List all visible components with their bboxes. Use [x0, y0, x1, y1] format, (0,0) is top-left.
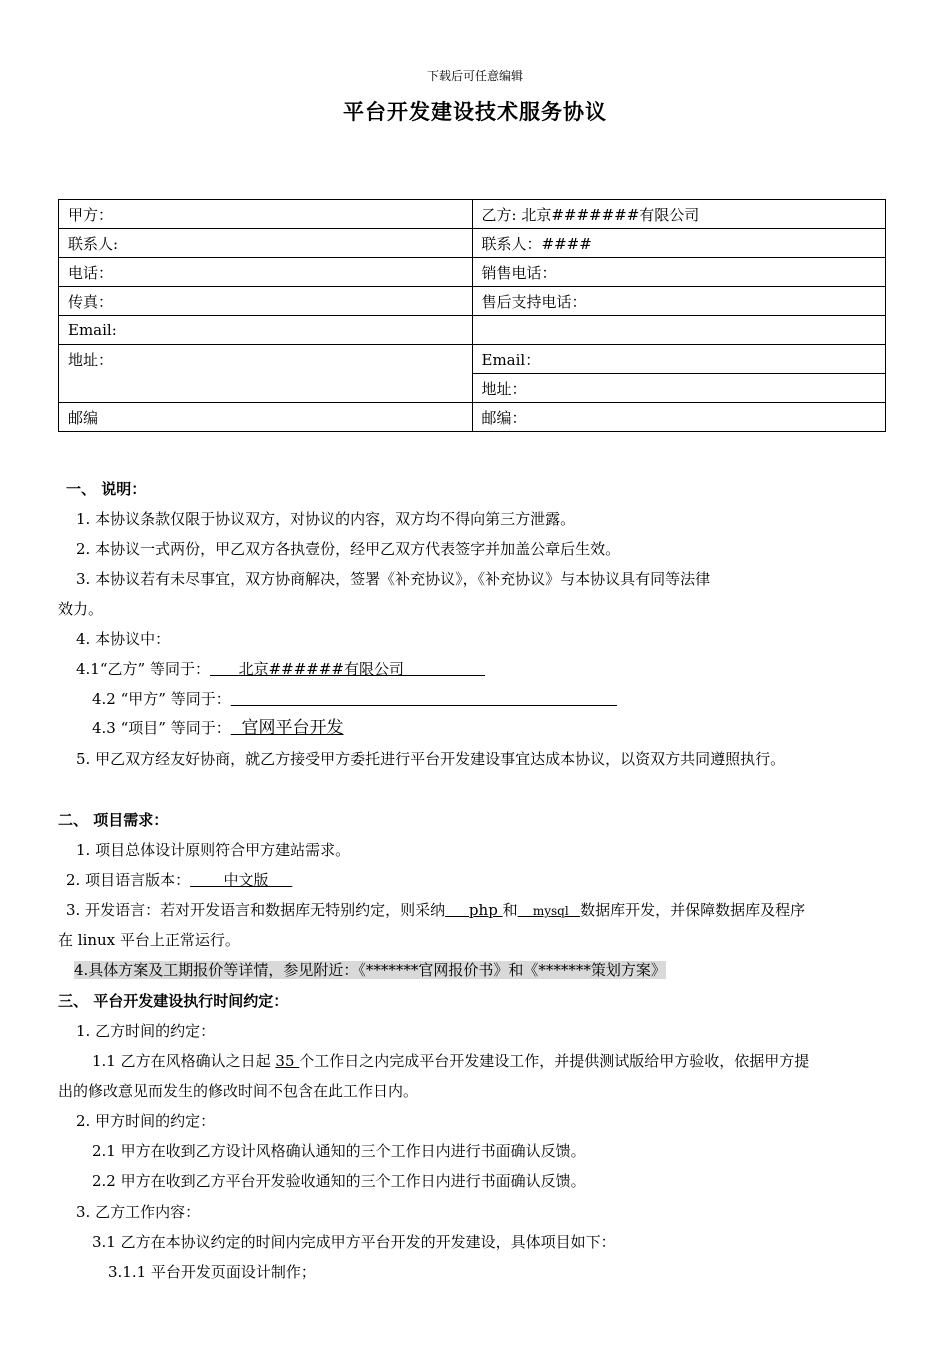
sec2-clause-1: 1. 项目总体设计原则符合甲方建站需求。: [76, 841, 351, 859]
highlighted-reference: 4.具体方案及工期报价等详情，参见附近：《*******官网报价书》和《*******策划方案》: [74, 961, 666, 979]
party-a-label: 甲方：: [59, 200, 473, 229]
clause-1-1-text: 1.1 乙方在风格确认之日起: [92, 1052, 276, 1070]
party-b-email: Email：: [472, 345, 886, 374]
sec3-clause-2: 2. 甲方时间的约定：: [76, 1112, 216, 1130]
sec3-clause-2-1: 2.1 甲方在收到乙方设计风格确认通知的三个工作日内进行书面确认反馈。: [92, 1142, 586, 1160]
party-b-address: 地址：: [472, 374, 886, 403]
party-a-equals-value: [231, 690, 617, 708]
section-1-heading: 一、 说明：: [66, 480, 147, 498]
clause-4-2-label: 4.2 “甲方” 等同于：: [92, 690, 231, 708]
sec1-clause-4-1: [76, 659, 485, 679]
sec1-clause-4-3: [92, 718, 344, 738]
sec2-clause-3-cont: 在 linux 平台上正常运行。: [58, 931, 240, 949]
table-row: [59, 287, 886, 316]
party-a-phone: 电话：: [59, 258, 473, 287]
language-version-label: 2. 项目语言版本：: [66, 871, 191, 889]
sec3-clause-2-2: 2.2 甲方在收到乙方平台开发验收通知的三个工作日内进行书面确认反馈。: [92, 1172, 586, 1190]
party-b-support-phone: 售后支持电话：: [472, 287, 886, 316]
party-a-email: Email:: [59, 316, 473, 345]
sec1-clause-2: 2. 本协议一式两份，甲乙双方各执壹份，经甲乙双方代表签字并加盖公章后生效。: [76, 540, 621, 558]
party-b-label: 乙方: 北京#######有限公司: [472, 200, 886, 229]
sec3-clause-1: 1. 乙方时间的约定：: [76, 1022, 216, 1040]
table-row: [59, 200, 886, 229]
sec1-clause-3: 3. 本协议若有未尽事宜，双方协商解决，签署《补充协议》，《补充协议》与本协议具有同等法律: [76, 570, 711, 588]
sec1-clause-1: 1. 本协议条款仅限于协议双方，对协议的内容，双方均不得向第三方泄露。: [76, 510, 576, 528]
sec2-clause-4: [74, 960, 666, 980]
sec3-clause-3-1-1: 3.1.1 平台开发页面设计制作；: [108, 1263, 316, 1281]
language-version-value: 中文版: [190, 871, 293, 889]
clause-4-1-label: 4.1“乙方” 等同于：: [76, 660, 210, 678]
table-row: [59, 258, 886, 287]
document-title: 平台开发建设技术服务协议: [343, 100, 607, 124]
table-row: [59, 345, 886, 374]
table-row: [59, 316, 886, 345]
sec3-clause-1-1-cont: 出的修改意见而发生的修改时间不包含在此工作日内。: [58, 1082, 419, 1100]
section-2-heading: 二、 项目需求：: [58, 811, 169, 829]
party-b-contact: 联系人：####: [472, 229, 886, 258]
sec3-clause-3-1: 3.1 乙方在本协议约定的时间内完成甲方平台开发的开发建设，具体项目如下：: [92, 1233, 616, 1251]
sec1-clause-3-cont: 效力。: [58, 600, 104, 618]
dev-language-php: php: [445, 901, 503, 919]
sec1-clause-5: 5. 甲乙双方经友好协商，就乙方接受甲方委托进行平台开发建设事宜达成本协议，以资双方共同遵照执行。: [76, 750, 786, 768]
sec3-clause-3: 3. 乙方工作内容：: [76, 1203, 201, 1221]
and-text: 和: [502, 901, 518, 919]
header-note: 下载后可任意编辑: [426, 69, 523, 83]
database-mysql: mysql: [517, 904, 581, 918]
party-a-address: 地址：: [59, 345, 473, 403]
party-a-fax: 传真：: [59, 287, 473, 316]
project-equals-value: 官网平台开发: [230, 718, 344, 738]
party-info-table: [58, 199, 886, 432]
table-row: [59, 229, 886, 258]
sec1-clause-4: 4. 本协议中：: [76, 630, 171, 648]
clause-1-1-text-end: 个工作日之内完成平台开发建设工作，并提供测试版给甲方验收，依据甲方提: [299, 1052, 810, 1070]
sec1-clause-4-2: [92, 689, 617, 709]
table-row: [59, 403, 886, 432]
party-a-contact: 联系人:: [59, 229, 473, 258]
sec3-clause-1-1: [92, 1051, 809, 1071]
party-b-sales-phone: 销售电话：: [472, 258, 886, 287]
dev-language-text: 3. 开发语言：若对开发语言和数据库无特别约定，则采纳: [66, 901, 446, 919]
dev-language-text-end: 数据库开发，并保障数据库及程序: [580, 901, 806, 919]
party-b-postcode: 邮编：: [472, 403, 886, 432]
work-days-value: 35: [275, 1052, 300, 1070]
party-a-postcode: 邮编: [59, 403, 473, 432]
clause-4-3-label: 4.3 “项目” 等同于：: [92, 719, 231, 737]
party-b-empty-cell: [472, 316, 886, 345]
sec2-clause-2: [66, 870, 292, 890]
section-3-heading: 三、 平台开发建设执行时间约定：: [58, 992, 289, 1010]
party-b-equals-value: 北京######有限公司: [209, 660, 486, 678]
sec2-clause-3: [66, 900, 805, 921]
